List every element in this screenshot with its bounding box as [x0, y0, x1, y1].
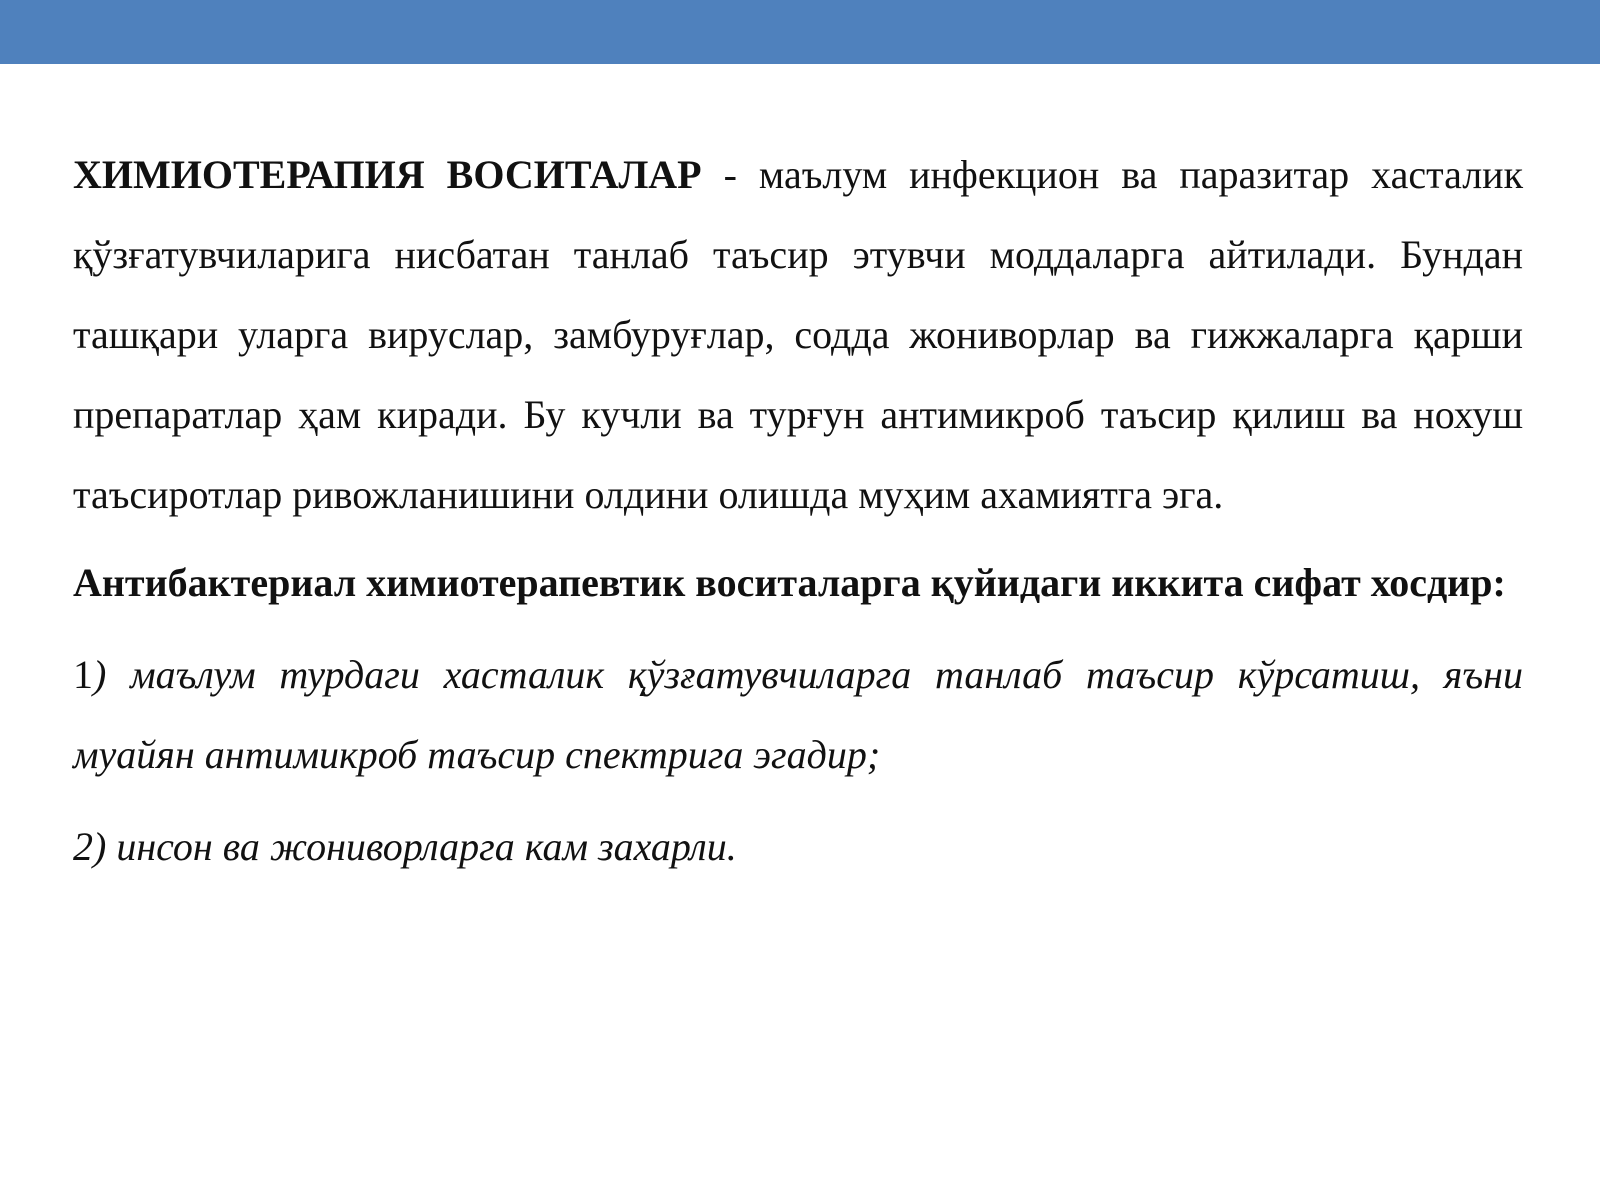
list-item — [73, 635, 1523, 795]
list-item-number: 1 — [73, 652, 93, 697]
list-item-text: ) маълум турдаги хасталик қўзғатувчиларга танлаб таъсир кўрсатиш, яъни муайян антимикроб таъсир спектрига эгадир; — [73, 652, 1523, 777]
slide-content — [73, 135, 1523, 887]
intro-paragraph — [73, 135, 1523, 535]
slide-header-bar — [0, 0, 1600, 64]
intro-term: ХИМИОТЕРАПИЯ ВОСИТАЛАР — [73, 152, 702, 197]
list-item: 2) инсон ва жониворларга кам захарли. — [73, 824, 737, 869]
intro-text: - маълум инфекцион ва паразитар хасталик қўзғатувчиларига нисбатан танлаб таъсир этувчи моддаларга айтилади. Бундан ташқари уларга вируслар, замбуруғлар, содда жониворлар ва гижжаларга қарши препаратлар ҳам киради. Бу кучли ва турғун антимикроб таъсир қилиш ва нохуш таъсиротлар ривожланишини олдини олишда муҳим ахамиятга эга. — [73, 152, 1523, 517]
qualities-heading: Антибактериал химиотерапевтик воситаларга қуйидаги иккита сифат хосдир: — [73, 560, 1506, 605]
